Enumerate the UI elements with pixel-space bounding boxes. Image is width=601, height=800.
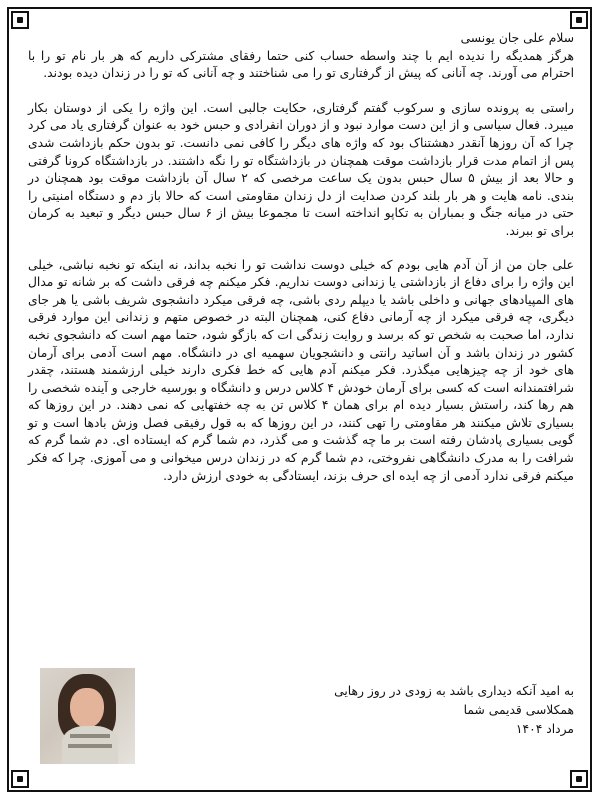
letter-paragraph-3: علی جان من از آن آدم هایی بودم که خیلی دوست نداشت تو را نخبه بداند، نه اینکه تو نخبه نباشی، خیلی این واژه را برای دفاع از بازداشتی یا زندانی دوست نداریم. فکر میکنم چه فرقی داشت که بر شانه تو مدال های المپیادهای جهانی و داخلی باشد یا دیپلم ردی باشی، چه فرقی میکرد دانشجوی شریف باشی یا هر جای دیگری، چه فرقی میکرد از چه آرمانی دفاع کنی، همچنان البته در خصوص متهم و زندانی این موارد فرقی ندارد، اما صحبت به شخص تو که برسد و روایت زندگی ات که بازگو شود، حتما مهم است که دانشجوی نخبه کشور در زندان باشد و آن اساتید رانتی و دانشجویان سهمیه ای در دانشگاه. مهم است آدمی برای آرمان های خود از چه چیزهایی میگذرد. فکر میکنم آدم هایی که خط فکری دارند خیلی ارزشمند هستند، چقدر شرافتمندانه است که کسی برای آرمان خودش ۴ کلاس درس و دانشگاه و بورسیه خارجی و آینده شخصی را هم رها کند، راستش بسیار دیده ام برای همان ۴ کلاس تن به چه خفتهایی که نمی دهند. در این روزها که بسیاری تلاش میکنند هر مقاومتی را تهی کنند، در این روزها که به قول رفیقی فصل وزش بادها است و تو گویی بسیاری پادشان رفته است بر ما چه گذشت و می گذرد، دم شما گرم که ایستاده ای. دم شما گرم که شرافت را به مدرک دانشگاهی نفروختی، دم شما گرم که در زندان درس میخوانی و می آموزی. چرا که فکر میکنم فرقی ندارد آدمی از چه ایده ای حرف بزند، ایستادگی به خودی ارزش دارد. xyxy=(28,257,574,483)
letter-body xyxy=(28,30,574,762)
closing-wish: به امید آنکه دیداری باشد به زودی در روز رهایی xyxy=(334,684,574,698)
letter-closing xyxy=(214,682,574,739)
border-corner-ornament xyxy=(570,770,588,788)
letter-paragraph-1: هرگز همدیگه را ندیده ایم با چند واسطه حساب کنی حتما رفقای مشترکی داریم که هر بار نام تو را با احترام می آورند. چه آنانی که پیش از گرفتاری تو را می شناختند و چه آنانی که تو را در زندان دیده بودند. xyxy=(28,48,574,81)
letter-greeting: سلام علی جان یونسی xyxy=(460,31,574,45)
border-corner-ornament xyxy=(11,770,29,788)
closing-date: مرداد ۱۴۰۴ xyxy=(515,722,574,736)
closing-signature: همکلاسی قدیمی شما xyxy=(463,703,574,717)
border-corner-ornament xyxy=(570,11,588,29)
letter-paragraph-2: راستی به پرونده سازی و سرکوب گفتم گرفتاری، حکایت جالبی است. این واژه را یکی از دوستان بکار میبرد. فعال سیاسی و از این دست موارد نبود و از دوران انفرادی و حبس خود به عنوان گرفتاری یاد می کرد چرا که آن روزها آنقدر دهشتناک بود که واژه های دیگر را کافی نمی دانست. تو بدون حکم بازداشت شدی پس از اتمام مدت قرار بازداشت موقت همچنان در بازداشتگاه تو را نگه داشتند. در بازداشتگاه کرونا گرفتی و حالا بعد از بیش ۵ سال حبس بدون یک ساعت مرخصی که ۲ سال آن بازداشت موقت بود همچنان در بندی. نامه هایت و هر بار بلند کردن صدایت از دل زندان مقاومتی است که حالا باز دم و دستگاه امنیتی را حتی در میانه جنگ و بمباران به تکاپو انداخته است تا مجموعا بیش از ۶ سال حبس دیگر و تبعید به کرمان برای تو ببرند. xyxy=(28,100,574,238)
letter-closing-section xyxy=(28,668,574,768)
portrait-photo xyxy=(40,668,135,764)
border-corner-ornament xyxy=(11,11,29,29)
